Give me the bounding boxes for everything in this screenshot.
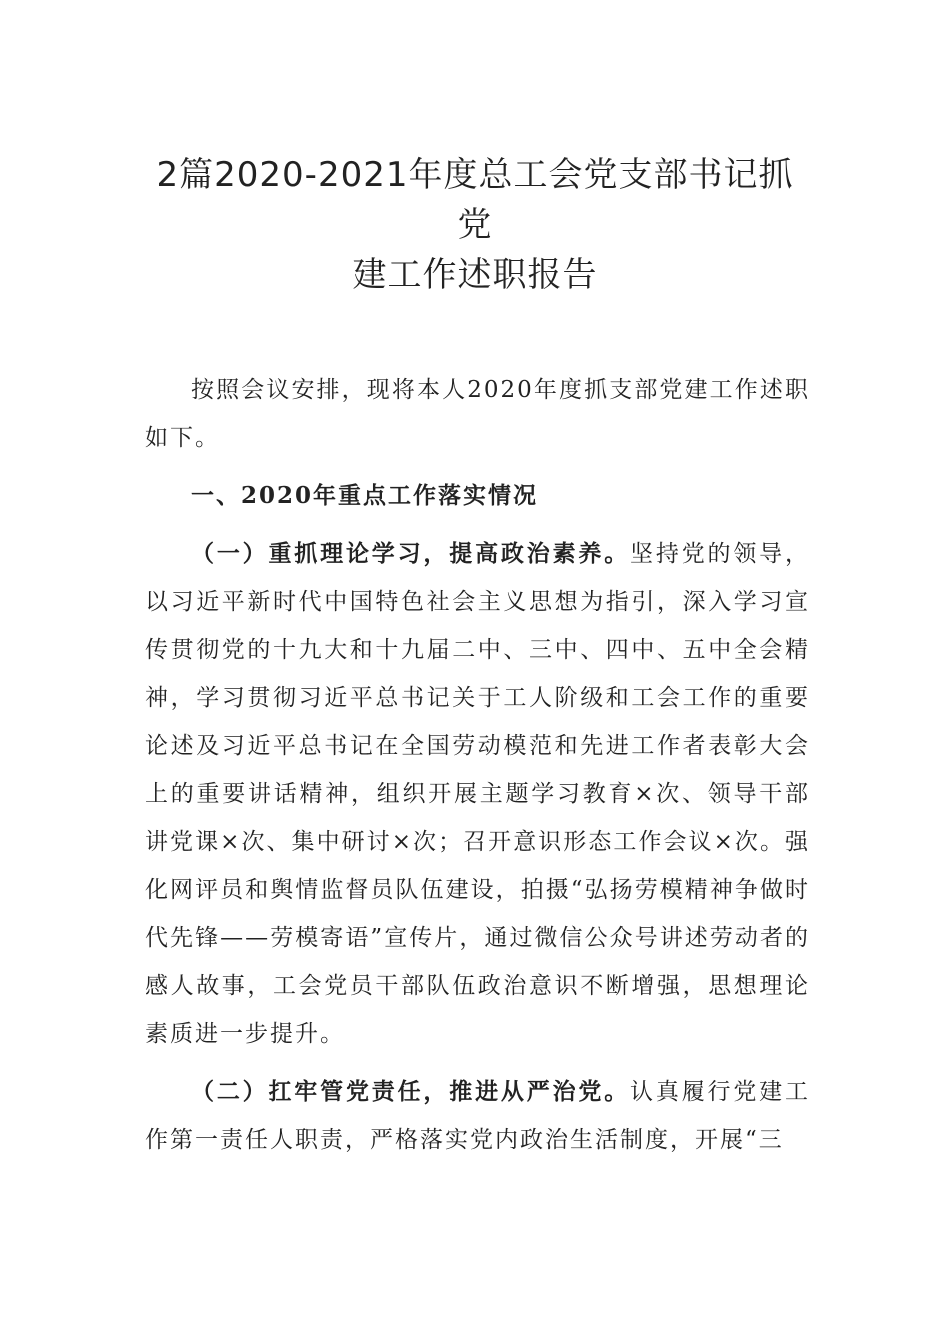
title-line-2: 建工作述职报告 — [352, 255, 598, 295]
paragraph-1-lead: （一）重抓理论学习，提高政治素养。 — [191, 540, 631, 567]
paragraph-2-text: 认真履行党建工作第一责任人职责，严格落实党内政治生活制度，开展“三 — [145, 1079, 811, 1153]
paragraph-1 — [145, 530, 810, 1058]
section-heading: 一、2020年重点工作落实情况 — [191, 482, 539, 509]
intro-paragraph: 按照会议安排，现将本人2020年度抓支部党建工作述职如下。 — [145, 377, 810, 451]
paragraph-1-text: 坚持党的领导，以习近平新时代中国特色社会主义思想为指引，深入学习宣传贯彻党的十九大和十九届二中、三中、四中、五中全会精神，学习贯彻习近平总书记关于工人阶级和工会工作的重要论述及习近平总书记在全国劳动模范和先进工作者表彰大会上的重要讲话精神，组织开展主题学习教育×次、领导干部讲党课×次、集中研讨×次；召开意识形态工作会议×次。强化网评员和舆情监督员队伍建设，拍摄“弘扬劳模精神争做时代先锋——劳模寄语”宣传片，通过微信公众号讲述劳动者的感人故事，工会党员干部队伍政治意识不断增强，思想理论素质进一步提升。 — [145, 541, 811, 1047]
paragraph-2 — [145, 1068, 810, 1164]
title-line-1: 2篇2020-2021年度总工会党支部书记抓党 — [156, 155, 794, 245]
document-body — [145, 366, 810, 1164]
paragraph-2-lead: （二）扛牢管党责任，推进从严治党。 — [191, 1078, 631, 1105]
document-title — [140, 150, 810, 300]
